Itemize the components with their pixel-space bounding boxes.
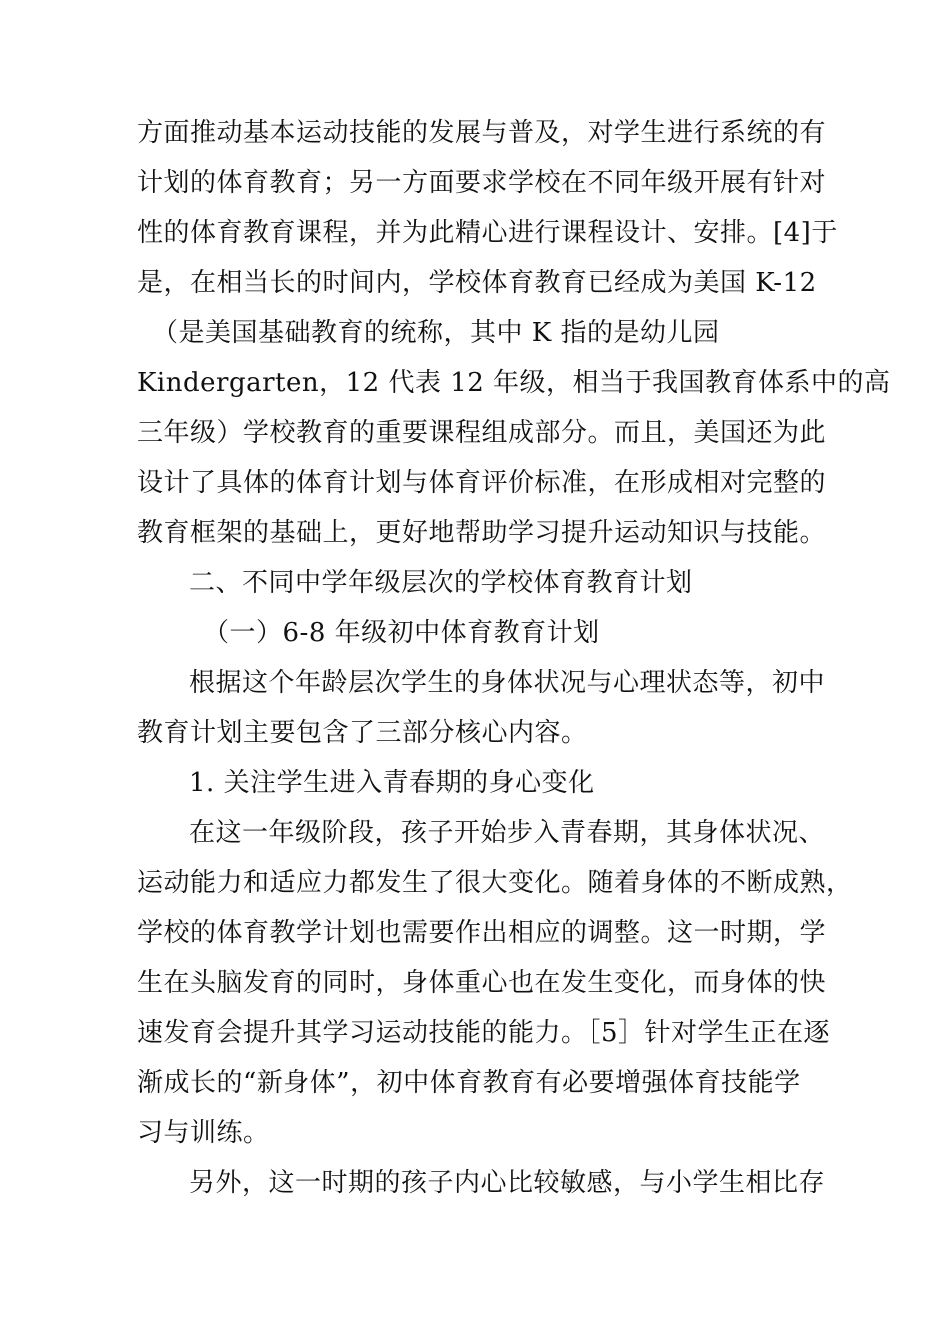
paragraph-line: 习与训练。 — [137, 1118, 270, 1148]
paragraph-line: 性的体育教育课程，并为此精心进行课程设计、安排。[4]于 — [137, 218, 838, 248]
paragraph-line: 教育计划主要包含了三部分核心内容。 — [137, 718, 588, 748]
paragraph-line: 是，在相当长的时间内，学校体育教育已经成为美国 K-12 — [137, 268, 817, 298]
paragraph-line: 另外，这一时期的孩子内心比较敏感，与小学生相比存 — [189, 1168, 826, 1198]
paragraph-line: 学校的体育教学计划也需要作出相应的调整。这一时期，学 — [137, 918, 827, 948]
paragraph-line: （是美国基础教育的统称，其中 K 指的是幼儿园 — [152, 318, 720, 348]
paragraph-line: 三年级）学校教育的重要课程组成部分。而且，美国还为此 — [137, 418, 827, 448]
paragraph-line: 运动能力和适应力都发生了很大变化。随着身体的不断成熟， — [137, 868, 853, 898]
paragraph-line: 渐成长的“新身体”，初中体育教育有必要增强体育技能学 — [137, 1068, 801, 1098]
paragraph-line: 计划的体育教育；另一方面要求学校在不同年级开展有针对 — [137, 168, 827, 198]
paragraph-line: 生在头脑发育的同时，身体重心也在发生变化，而身体的快 — [137, 968, 827, 998]
paragraph-line: 方面推动基本运动技能的发展与普及，对学生进行系统的有 — [137, 118, 827, 148]
paragraph-line: Kindergarten，12 代表 12 年级，相当于我国教育体系中的高 — [137, 368, 891, 398]
section-heading: 二、不同中学年级层次的学校体育教育计划 — [189, 568, 693, 598]
numbered-heading: 1. 关注学生进入青春期的身心变化 — [189, 768, 595, 798]
subsection-heading: （一）6-8 年级初中体育教育计划 — [203, 618, 600, 648]
paragraph-line: 教育框架的基础上，更好地帮助学习提升运动知识与技能。 — [137, 518, 827, 548]
paragraph-line: 速发育会提升其学习运动技能的能力。［5］针对学生正在逐 — [137, 1018, 831, 1048]
paragraph-line: 根据这个年龄层次学生的身体状况与心理状态等，初中 — [189, 668, 826, 698]
paragraph-line: 设计了具体的体育计划与体育评价标准，在形成相对完整的 — [137, 468, 827, 498]
paragraph-line: 在这一年级阶段，孩子开始步入青春期，其身体状况、 — [189, 818, 826, 848]
